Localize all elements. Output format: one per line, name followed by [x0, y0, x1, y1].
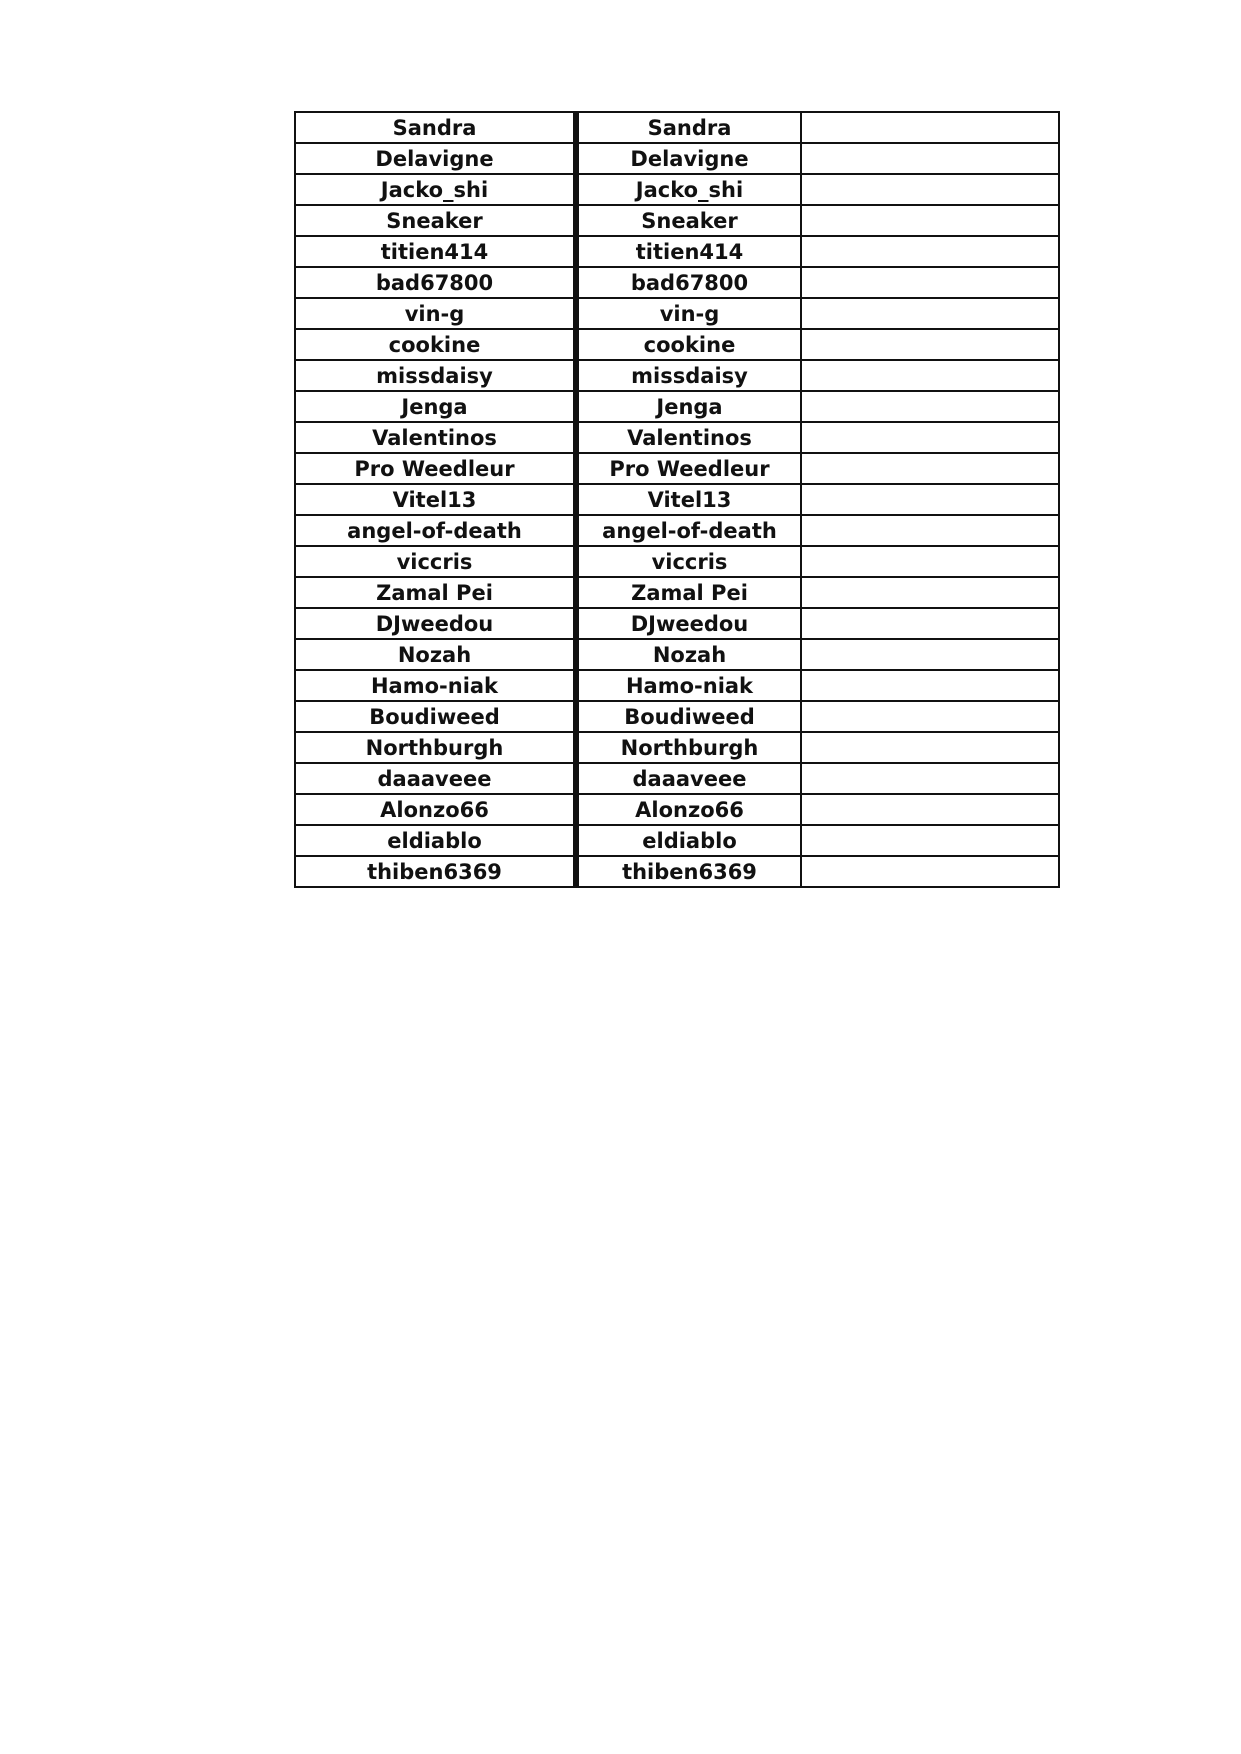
name-cell: eldiablo: [295, 825, 576, 856]
name-cell: daaaveee: [295, 763, 576, 794]
name-cell: vin-g: [295, 298, 576, 329]
name-cell: viccris: [295, 546, 576, 577]
name-cell: Sandra: [295, 112, 576, 143]
name-cell: Pro Weedleur: [295, 453, 576, 484]
empty-cell: [801, 143, 1059, 174]
name-copy-cell: Northburgh: [576, 732, 801, 763]
table-row: [295, 701, 1059, 732]
table-row: [295, 825, 1059, 856]
name-copy-cell: Pro Weedleur: [576, 453, 801, 484]
empty-cell: [801, 205, 1059, 236]
empty-cell: [801, 546, 1059, 577]
name-cell: DJweedou: [295, 608, 576, 639]
name-cell: Boudiweed: [295, 701, 576, 732]
name-copy-cell: Delavigne: [576, 143, 801, 174]
name-copy-cell: Valentinos: [576, 422, 801, 453]
empty-cell: [801, 267, 1059, 298]
name-copy-cell: DJweedou: [576, 608, 801, 639]
table-row: [295, 298, 1059, 329]
table-row: [295, 236, 1059, 267]
name-cell: Sneaker: [295, 205, 576, 236]
table-row: [295, 670, 1059, 701]
table-row: [295, 143, 1059, 174]
table-row: [295, 608, 1059, 639]
name-cell: angel-of-death: [295, 515, 576, 546]
name-copy-cell: cookine: [576, 329, 801, 360]
empty-cell: [801, 484, 1059, 515]
table-row: [295, 732, 1059, 763]
name-copy-cell: Jacko_shi: [576, 174, 801, 205]
name-table-body: [295, 112, 1059, 887]
table-row: [295, 763, 1059, 794]
table-row: [295, 329, 1059, 360]
empty-cell: [801, 670, 1059, 701]
table-row: [295, 794, 1059, 825]
name-cell: cookine: [295, 329, 576, 360]
empty-cell: [801, 639, 1059, 670]
table-row: [295, 112, 1059, 143]
name-copy-cell: missdaisy: [576, 360, 801, 391]
table-row: [295, 639, 1059, 670]
table-row: [295, 453, 1059, 484]
table-row: [295, 391, 1059, 422]
name-copy-cell: thiben6369: [576, 856, 801, 887]
empty-cell: [801, 422, 1059, 453]
empty-cell: [801, 453, 1059, 484]
name-copy-cell: titien414: [576, 236, 801, 267]
name-cell: Vitel13: [295, 484, 576, 515]
empty-cell: [801, 329, 1059, 360]
name-copy-cell: Sandra: [576, 112, 801, 143]
name-cell: Delavigne: [295, 143, 576, 174]
table-row: [295, 174, 1059, 205]
name-copy-cell: Nozah: [576, 639, 801, 670]
table-row: [295, 577, 1059, 608]
name-cell: Jenga: [295, 391, 576, 422]
table-row: [295, 856, 1059, 887]
empty-cell: [801, 763, 1059, 794]
name-copy-cell: Sneaker: [576, 205, 801, 236]
empty-cell: [801, 856, 1059, 887]
empty-cell: [801, 298, 1059, 329]
table-row: [295, 360, 1059, 391]
table-row: [295, 422, 1059, 453]
name-copy-cell: Vitel13: [576, 484, 801, 515]
table-row: [295, 267, 1059, 298]
empty-cell: [801, 174, 1059, 205]
name-copy-cell: eldiablo: [576, 825, 801, 856]
empty-cell: [801, 732, 1059, 763]
empty-cell: [801, 794, 1059, 825]
table-row: [295, 515, 1059, 546]
name-cell: Zamal Pei: [295, 577, 576, 608]
name-cell: missdaisy: [295, 360, 576, 391]
empty-cell: [801, 608, 1059, 639]
name-cell: Hamo-niak: [295, 670, 576, 701]
name-copy-cell: Hamo-niak: [576, 670, 801, 701]
name-cell: Valentinos: [295, 422, 576, 453]
name-cell: Jacko_shi: [295, 174, 576, 205]
name-table: [294, 111, 1060, 888]
name-copy-cell: angel-of-death: [576, 515, 801, 546]
name-copy-cell: viccris: [576, 546, 801, 577]
name-copy-cell: Jenga: [576, 391, 801, 422]
name-copy-cell: bad67800: [576, 267, 801, 298]
name-copy-cell: Alonzo66: [576, 794, 801, 825]
empty-cell: [801, 112, 1059, 143]
name-copy-cell: Zamal Pei: [576, 577, 801, 608]
name-cell: bad67800: [295, 267, 576, 298]
name-copy-cell: Boudiweed: [576, 701, 801, 732]
name-cell: Northburgh: [295, 732, 576, 763]
name-cell: thiben6369: [295, 856, 576, 887]
empty-cell: [801, 825, 1059, 856]
empty-cell: [801, 360, 1059, 391]
name-copy-cell: daaaveee: [576, 763, 801, 794]
name-cell: Alonzo66: [295, 794, 576, 825]
empty-cell: [801, 515, 1059, 546]
table-row: [295, 546, 1059, 577]
name-copy-cell: vin-g: [576, 298, 801, 329]
empty-cell: [801, 391, 1059, 422]
empty-cell: [801, 701, 1059, 732]
name-cell: titien414: [295, 236, 576, 267]
name-cell: Nozah: [295, 639, 576, 670]
table-row: [295, 205, 1059, 236]
empty-cell: [801, 236, 1059, 267]
table-row: [295, 484, 1059, 515]
empty-cell: [801, 577, 1059, 608]
